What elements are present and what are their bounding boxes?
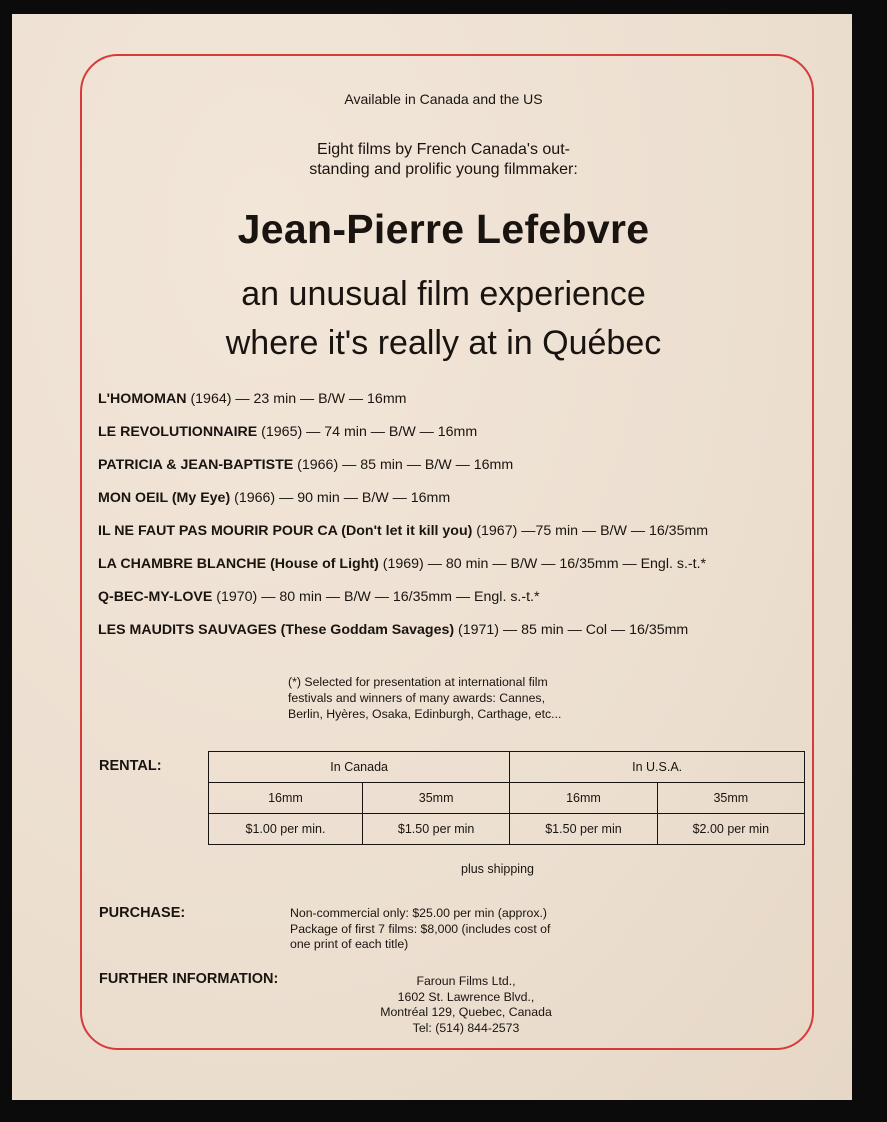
purchase-line: Non-commercial only: $25.00 per min (approx.) <box>290 906 547 920</box>
awards-note <box>288 674 648 722</box>
region-header-usa: In U.S.A. <box>510 752 805 783</box>
intro-text <box>0 140 887 180</box>
film-list <box>98 388 708 652</box>
intro-line: Eight films by French Canada's out- <box>317 141 570 158</box>
rental-label: RENTAL: <box>99 758 162 774</box>
note-line: (*) Selected for presentation at international film <box>288 675 548 689</box>
film-item <box>98 454 708 487</box>
film-details: (1971) — 85 min — Col — 16/35mm <box>454 622 689 638</box>
filmmaker-name: Jean-Pierre Lefebvre <box>237 206 650 252</box>
film-title: LE REVOLUTIONNAIRE <box>98 424 258 440</box>
address-line: Faroun Films Ltd., <box>416 974 516 988</box>
price-cell: $1.50 per min <box>510 814 657 845</box>
purchase-label: PURCHASE: <box>99 905 186 921</box>
film-details: (1966) — 90 min — B/W — 16mm <box>230 490 451 506</box>
film-title: L'HOMOMAN <box>98 391 187 407</box>
format-cell: 35mm <box>362 783 509 814</box>
film-details: (1965) — 74 min — B/W — 16mm <box>257 424 478 440</box>
film-item <box>98 553 708 586</box>
film-title: PATRICIA & JEAN-BAPTISTE <box>98 457 294 473</box>
note-line: festivals and winners of many awards: Cannes, <box>288 691 545 705</box>
price-cell: $1.00 per min. <box>209 814 363 845</box>
film-title: Q-BEC-MY-LOVE <box>98 589 213 605</box>
rental-table <box>208 751 805 845</box>
contact-address <box>346 974 586 1036</box>
price-cell: $2.00 per min <box>657 814 804 845</box>
film-title: IL NE FAUT PAS MOURIR POUR CA (Don't let it kill you) <box>98 523 473 539</box>
format-cell: 35mm <box>657 783 804 814</box>
film-item <box>98 619 708 652</box>
address-line: 1602 St. Lawrence Blvd., <box>397 989 535 1004</box>
region-header-canada: In Canada <box>209 752 510 783</box>
format-cell: 16mm <box>209 783 363 814</box>
film-details: (1970) — 80 min — B/W — 16/35mm — Engl. s.-t.* <box>212 589 540 605</box>
film-title: LA CHAMBRE BLANCHE (House of Light) <box>98 556 379 572</box>
film-details: (1966) — 85 min — B/W — 16mm <box>293 457 514 473</box>
address-line: Montréal 129, Quebec, Canada <box>380 1005 552 1019</box>
format-cell: 16mm <box>510 783 657 814</box>
tagline-line: an unusual film experience <box>241 275 646 313</box>
note-line: Berlin, Hyères, Osaka, Edinburgh, Carthage, etc... <box>288 707 562 721</box>
film-item <box>98 421 708 454</box>
price-cell: $1.50 per min <box>362 814 509 845</box>
film-item <box>98 520 708 553</box>
purchase-line: one print of each title) <box>290 937 409 951</box>
shipping-note: plus shipping <box>461 862 534 876</box>
purchase-details <box>290 906 550 953</box>
film-details: (1964) — 23 min — B/W — 16mm <box>186 391 407 407</box>
purchase-line: Package of first 7 films: $8,000 (includes cost of <box>290 921 551 936</box>
intro-line: standing and prolific young filmmaker: <box>309 161 578 178</box>
film-title: LES MAUDITS SAUVAGES (These Goddam Savages) <box>98 622 455 638</box>
film-item <box>98 487 708 520</box>
further-info-label: FURTHER INFORMATION: <box>99 971 279 987</box>
film-title: MON OEIL (My Eye) <box>98 490 231 506</box>
availability-line: Available in Canada and the US <box>344 91 543 107</box>
film-details: (1969) — 80 min — B/W — 16/35mm — Engl. s.-t.* <box>378 556 707 572</box>
film-item <box>98 586 708 619</box>
address-line: Tel: (514) 844-2573 <box>412 1020 520 1035</box>
tagline-line: where it's really at in Québec <box>225 324 662 362</box>
film-details: (1967) —75 min — B/W — 16/35mm <box>472 523 709 539</box>
tagline <box>0 270 887 368</box>
film-item <box>98 388 708 421</box>
